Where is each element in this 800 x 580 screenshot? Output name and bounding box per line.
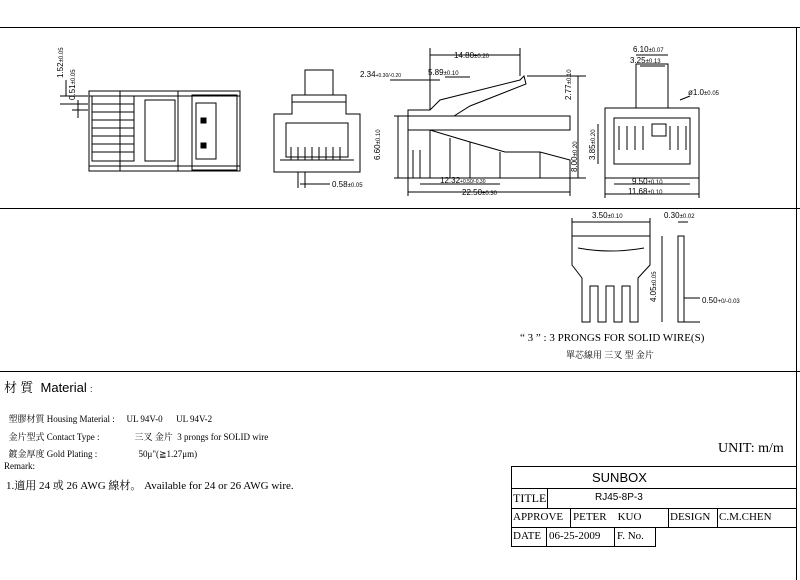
dim-top-width: 14.80±0.20 xyxy=(454,51,490,60)
material-row-value: UL 94V-0 UL 94V-2 xyxy=(126,414,213,424)
remark-text: 1.適用 24 或 26 AWG 線材。 Available for 24 or 26 AWG wire. xyxy=(6,480,294,492)
frame-divider-2 xyxy=(0,371,800,372)
date-label: DATE xyxy=(513,530,542,542)
dim-prong-width: 3.50±0.10 xyxy=(592,211,623,220)
date-value: 06-25-2009 xyxy=(549,530,601,542)
side-view-drawing xyxy=(390,48,586,196)
caption-main: “ 3 ” : 3 PRONGS FOR SOLID WIRE(S) xyxy=(520,332,705,344)
dim-left-pitch-a: 1.52±0.05 xyxy=(56,47,65,78)
material-row-label: 鍍金厚度 Gold Plating : xyxy=(8,449,98,459)
fno-label: F. No. xyxy=(617,530,644,542)
title-label: TITLE xyxy=(513,491,547,505)
company-name: SUNBOX xyxy=(592,470,647,485)
dim-total-length: 22.50±0.30 xyxy=(462,188,498,197)
remark-label: Remark: xyxy=(4,461,35,471)
design-value: C.M.CHEN xyxy=(719,511,772,523)
dim-end-inner: 3.25±0.13 xyxy=(630,56,661,65)
dim-outer-width: 11.68±0.10 xyxy=(628,187,663,196)
material-row-label: 塑膠材質 Housing Material : xyxy=(8,414,115,424)
dim-prong-height: 4.05±0.05 xyxy=(649,271,658,302)
dim-hole-dia: ø1.0±0.05 xyxy=(688,88,719,97)
dim-left-pitch-b: 0.51±0.05 xyxy=(68,69,77,100)
front-view-drawing xyxy=(274,70,360,188)
dim-plug-step: 2.34+0.30/-0.20 xyxy=(360,70,402,79)
dim-pin-width: 0.58±0.05 xyxy=(332,180,363,189)
material-heading-en: Material xyxy=(40,380,87,395)
material-heading-colon: : xyxy=(90,384,93,394)
dim-slot-height: 3.85±0.20 xyxy=(588,129,597,160)
dim-contact-depth: 12.32+0.50/-0.30 xyxy=(440,176,486,185)
material-heading xyxy=(4,377,93,396)
dim-prong-thickness: 0.30±0.02 xyxy=(664,211,695,220)
material-row-plating xyxy=(4,437,197,460)
approve-label: APPROVE xyxy=(513,511,564,523)
dim-latch-height: 2.77±0.10 xyxy=(564,69,573,100)
dim-inner-width: 9.50±0.10 xyxy=(632,177,663,186)
contact-drawing xyxy=(560,208,796,332)
title-value: RJ45-8P-3 xyxy=(595,492,643,503)
dim-prong-tip: 0.50+0/-0.03 xyxy=(702,296,740,305)
dim-latch-offset: 5.89±0.10 xyxy=(428,68,459,77)
dim-body-height: 6.60±0.10 xyxy=(373,129,382,160)
dim-end-width: 6.10±0.07 xyxy=(633,45,664,54)
unit-label: UNIT: m/m xyxy=(718,441,784,456)
approve-value: PETER KUO xyxy=(573,511,642,523)
top-view-drawing xyxy=(60,80,240,171)
material-row-value: 50μ"(≧1.27μm) xyxy=(138,449,198,459)
material-row-label: 金片型式 Contact Type : xyxy=(8,432,100,442)
caption-sub: 單芯線用 三叉 型 金片 xyxy=(566,350,654,360)
top-drawings xyxy=(0,27,800,208)
material-heading-cn: 材 質 xyxy=(4,380,34,395)
design-label: DESIGN xyxy=(670,511,711,523)
dim-overall-height: 8.00±0.20 xyxy=(570,141,579,172)
material-row-value: 三叉 金片 3 prongs for SOLID wire xyxy=(134,432,269,442)
